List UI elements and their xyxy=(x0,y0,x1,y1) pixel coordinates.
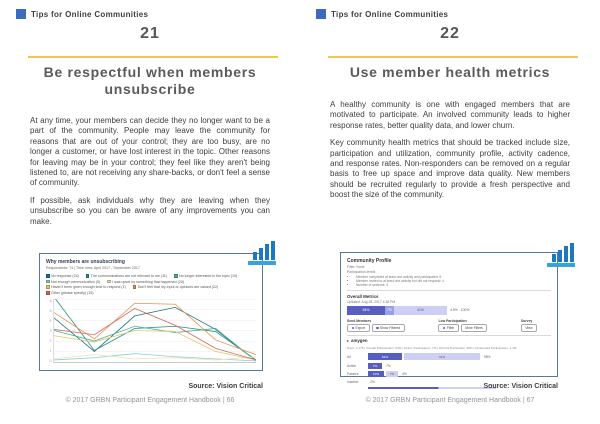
page-22 xyxy=(300,0,600,424)
table-row: All 54% 41% 98% xyxy=(347,354,491,359)
member-name: amygen xyxy=(351,338,368,344)
paragraph: Key community health metrics that should be tracked include size, participation and utilization, community profile, activity cadence, and response rates. Non-responders can be removed on a regular basis to free up space and improve data quality. New members should be recruited regularly to provide a fresh perspective and boost the size of the community. xyxy=(330,138,570,200)
radio-icon xyxy=(352,327,355,330)
source-caption: Source: Vision Critical xyxy=(188,383,263,390)
participation-levels-label: Participation levels xyxy=(347,269,376,274)
table-row: Inactive 2% xyxy=(347,379,375,384)
paragraph: If possible, ask individuals why they are leaving when they unsubscribe so you can be aware of any improvements you can make. xyxy=(30,195,270,226)
figure-subtitle: Respondents: 74 | Time view: April 2017 - September 2017 xyxy=(46,266,140,270)
bar-chart-logo-icon xyxy=(248,241,279,265)
plot-area xyxy=(53,299,256,363)
figure-title: Why members are unsubscribing xyxy=(46,259,125,265)
unsubscribe-chart-figure xyxy=(39,253,263,371)
bar-right-label: 4.5% xyxy=(450,308,458,313)
legend-swatch-icon xyxy=(86,274,90,278)
legend-swatch-icon xyxy=(174,274,178,278)
more-filters-button[interactable]: More Filters xyxy=(461,324,487,332)
line-chart xyxy=(46,299,256,363)
tip-title-text: Use member health metrics xyxy=(349,64,551,80)
member-expander[interactable] xyxy=(347,338,551,343)
community-profile-dashboard xyxy=(340,252,558,384)
brand-square-icon xyxy=(16,9,26,19)
page-footer: © 2017 GRBN Participant Engagement Handbook | 66 xyxy=(65,397,235,404)
line-chart-svg xyxy=(54,299,256,362)
control-group: Survey View xyxy=(521,319,537,333)
legend-item: No longer interested in the topic (19) xyxy=(174,274,237,278)
participation-levels-list xyxy=(356,275,551,288)
legend-swatch-icon xyxy=(46,285,50,289)
legend-swatch-icon xyxy=(46,274,50,278)
legend-item: Don't feel that my input or opinions are valued (22) xyxy=(133,285,218,289)
tip-title xyxy=(300,64,600,81)
filter-button[interactable]: Filter xyxy=(438,324,458,332)
show-filtered-button[interactable]: Show Filtered xyxy=(372,324,405,332)
header-label: Tips for Online Communities xyxy=(331,9,449,19)
list-item: • Member invited to at least one activity but did not respond: 4 xyxy=(356,279,551,283)
tip-number: 21 xyxy=(140,25,160,42)
y-axis-ticks: 6 5 4 3 2 1 0 xyxy=(49,298,52,363)
legend-item: I was upset by something that happened (20) xyxy=(107,280,184,284)
divider xyxy=(347,290,551,291)
legend-swatch-icon xyxy=(133,285,137,289)
bar-right-label: 100% xyxy=(460,308,470,313)
bar-segment: 7% xyxy=(385,306,394,315)
overall-metrics-stacked-bar xyxy=(347,306,551,315)
dashboard-controls xyxy=(347,319,551,333)
paragraph: A healthy community is one with engaged members that are motivated to participate. An involved community leads to higher response rates, better quality data, and lower churn. xyxy=(330,100,570,130)
title-underline xyxy=(328,56,578,58)
paragraph: At any time, your members can decide they no longer want to be a part of the community. People may leave the community for reasons that are out of your control; they are too busy, are no longer a customer, or have lost interest in the topic. Other reasons for leaving may be in your control; they feel like they aren't being listened to, are not receiving any share-backs, or don't feel a sense of community. xyxy=(30,116,270,188)
control-group: Low Participation Filter More Filters xyxy=(438,319,487,333)
body-text xyxy=(30,116,270,227)
radio-icon xyxy=(376,327,379,330)
bar-chart-logo-icon xyxy=(547,243,578,267)
title-underline xyxy=(28,56,278,58)
bar-segment: 7% xyxy=(368,363,382,369)
bar-segment: 54% xyxy=(368,353,402,360)
radio-icon xyxy=(443,327,446,330)
page-footer: © 2017 GRBN Participant Engagement Handbook | 67 xyxy=(365,397,535,404)
page-header xyxy=(316,9,448,19)
legend-item: The communications are not relevant to me (11) xyxy=(86,274,167,278)
dashboard-filter: Filter: None xyxy=(347,264,365,269)
body-text xyxy=(330,100,570,201)
legend-swatch-icon xyxy=(46,280,50,284)
source-caption: Source: Vision Critical xyxy=(483,383,558,390)
legend-item: Other (please specify) (15) xyxy=(46,291,94,295)
tip-number: 22 xyxy=(440,25,460,42)
tip-title-text: Be respectful when members unsubscribe xyxy=(43,64,257,97)
list-item: • Member completed at least one activity and participated: 5 xyxy=(356,275,551,279)
overall-metrics-label: Overall Metrics xyxy=(347,293,379,299)
legend-item: Haven't been given enough time to respond (1) xyxy=(46,285,126,289)
brand-square-icon xyxy=(316,9,326,19)
participation-summary: Days: 2,175 | Overall Participation: 54% | Active Participation: 7% | Did Not Participate: 38% | Undecided Participation: 1.1% xyxy=(347,346,517,351)
chevron-right-icon: ▸ xyxy=(347,338,350,344)
dashboard-title: Community Profile xyxy=(347,258,392,264)
view-button[interactable]: View xyxy=(521,324,537,332)
legend-item: No response (24) xyxy=(46,274,79,278)
bar-segment: 54% xyxy=(347,306,385,315)
header-label: Tips for Online Communities xyxy=(31,9,149,19)
list-item: • Number of sections: 3 xyxy=(356,283,551,287)
export-button[interactable]: Export xyxy=(347,324,370,332)
legend-swatch-icon xyxy=(107,280,111,284)
bar-segment: 10% xyxy=(368,371,384,377)
tip-title xyxy=(0,64,300,97)
updated-timestamp: Updated: Aug 28, 2017 4:38 PM xyxy=(347,299,396,304)
chart-legend xyxy=(46,274,256,295)
legend-item: Not enough communication (5) xyxy=(46,280,100,284)
table-row: Active 7% 7% xyxy=(347,363,391,368)
table-row: Passive 10% 7% 4% xyxy=(347,372,407,377)
bar-segment: 41% xyxy=(404,353,480,360)
page-header xyxy=(16,9,148,19)
bar-segment: 7% xyxy=(386,371,398,377)
control-group: Send Members Export Show Filtered xyxy=(347,319,405,333)
divider xyxy=(347,335,551,336)
bar-segment: 41% xyxy=(394,306,447,315)
legend-swatch-icon xyxy=(46,291,50,295)
